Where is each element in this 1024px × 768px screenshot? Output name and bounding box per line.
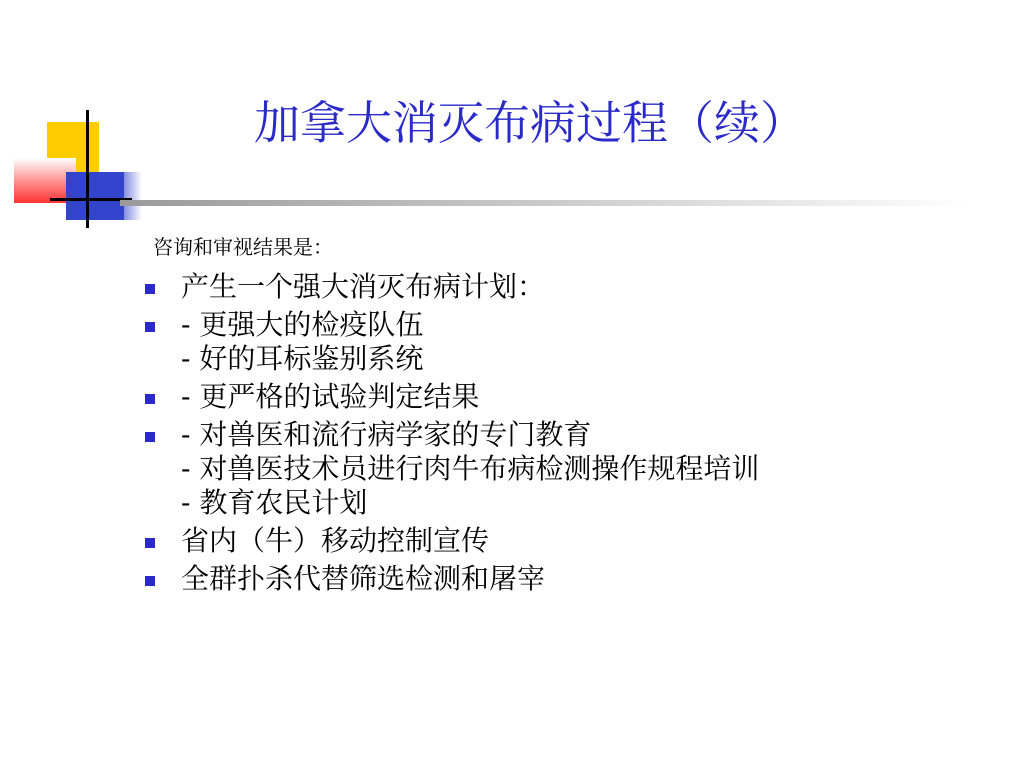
square-bullet-icon xyxy=(145,284,155,294)
list-item-text: - 对兽医技术员进行肉牛布病检测操作规程培训 xyxy=(181,452,760,485)
list-item-text: 省内（牛）移动控制宣传 xyxy=(181,524,490,557)
intro-text: 咨询和审视结果是： xyxy=(153,235,333,259)
list-item xyxy=(145,524,1005,558)
list-item-text: - 对兽医和流行病学家的专门教育 xyxy=(181,418,592,451)
list-item-text: 全群扑杀代替筛选检测和屠宰 xyxy=(181,562,546,595)
list-item xyxy=(145,270,1005,304)
list-item-text: 产生一个强大消灭布病计划： xyxy=(181,270,546,303)
title-divider xyxy=(120,200,970,206)
list-item-text: - 更强大的检疫队伍 xyxy=(181,308,424,341)
list-item xyxy=(145,562,1005,596)
square-bullet-icon xyxy=(145,432,155,442)
logo-vertical-bar xyxy=(86,110,89,228)
square-bullet-icon xyxy=(145,322,155,332)
list-item xyxy=(145,418,1005,520)
list-item xyxy=(145,380,1005,414)
list-item-text: - 更严格的试验判定结果 xyxy=(181,380,480,413)
list-item-text: - 教育农民计划 xyxy=(181,486,368,519)
square-bullet-icon xyxy=(145,538,155,548)
logo-blue-fade xyxy=(112,172,142,220)
list-item-text: - 好的耳标鉴别系统 xyxy=(181,342,424,375)
bullet-list xyxy=(145,270,1005,600)
square-bullet-icon xyxy=(145,576,155,586)
slide-title: 加拿大消灭布病过程（续） xyxy=(254,96,806,150)
list-item xyxy=(145,308,1005,376)
square-bullet-icon xyxy=(145,394,155,404)
